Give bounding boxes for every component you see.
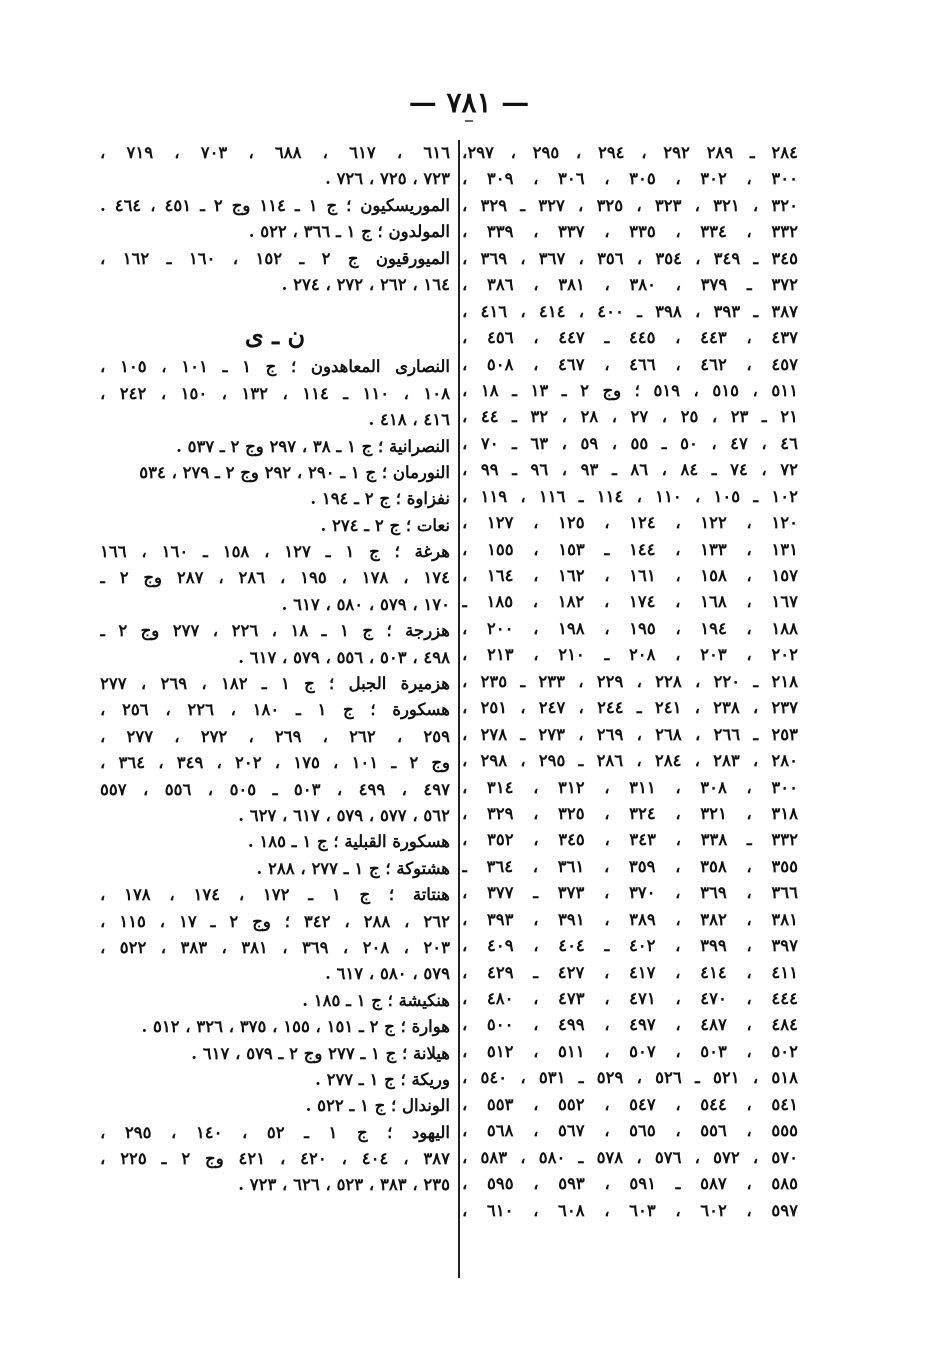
left-column-line: هشتوكة ؛ ج ١ ـ ٢٧٧ ، ٢٨٨ . [256,858,450,878]
left-column-line: هيلانة ؛ ج ١ ـ ٢٧٧ وج ٢ ـ ٥٧٩ ، ٦١٧ . [191,1043,450,1063]
left-column-line: ٢٥٩ ، ٢٦٢ ، ٢٦٩ ، ٢٧٢ ، ٢٧٧ ، [100,726,450,746]
right-column-line: ٧٢ ، ٧٤ ـ ٨٤ ، ٨٦ ـ ٩٣ ، ٩٦ ـ ٩٩ ، [462,460,798,480]
left-column [100,140,450,1199]
right-column-line: ٣١٨ ، ٣٢١ ، ٣٢٤ ، ٣٢٥ ، ٣٢٩ ، [462,803,798,823]
left-column-line: نفزاوة ؛ ج ٢ ـ ١٩٤ . [310,489,450,509]
right-column-line: ٣٥٥ ، ٣٥٨ ، ٣٥٩ ، ٣٦١ ، ٣٦٤ ـ [462,856,798,876]
right-column-line: ٤٥٧ ، ٤٦٢ ، ٤٦٦ ، ٤٦٧ ، ٥٠٨ ، [462,354,798,374]
right-column-line: ١٢٠ ، ١٢٢ ، ١٢٤ ، ١٢٥ ، ١٢٧ ، [462,513,798,533]
right-column [462,140,798,1224]
right-column-line: ٣٩٧ ، ٣٩٩ ، ٤٠٢ ـ ٤٠٤ ، ٤٠٩ ، [462,936,798,956]
left-column-line: الموريسكيون ؛ ج ١ ـ ١١٤ وج ٢ ـ ٤٥١ ، ٤٦٤ . [100,195,450,215]
right-column-line: ٥١١ ، ٥١٥ ، ٥١٩ ؛ وج ٢ ـ ١٣ ـ ١٨ ، [462,380,798,400]
right-column-line: ٣٨١ ، ٣٨٢ ، ٣٨٩ ، ٣٩١ ، ٣٩٣ ، [462,909,798,929]
right-column-line: ٤٣٧ ، ٤٤٣ ، ٤٤٥ ـ ٤٤٧ ، ٤٥٦ ، [462,328,798,348]
right-column-line: ٥٧٠ ، ٥٧٢ ، ٥٧٦ ، ٥٧٨ ـ ٥٨٠ ، ٥٨٣ ، [462,1147,798,1167]
left-column-line: الميورقيون ج ٢ ـ ١٥٢ ، ١٦٠ ـ ١٦٢ ، [100,248,450,268]
left-column-line: وج ٢ ـ ١٠١ ، ١٧٥ ، ٢٠٢ ، ٣٤٩ ، ٣٦٤ ، [100,753,450,773]
left-column-line: ٥٦٢ ، ٥٧٧ ، ٥٧٩ ، ٦١٧ ، ٦٢٧ . [238,805,450,825]
left-column-line: ٢٦٢ ، ٢٨٨ ، ٣٤٢ ؛ وج ٢ ـ ١٧ ، ١١٥ ، [100,911,450,931]
right-column-line: ٤٦ ، ٤٧ ، ٥٠ ـ ٥٥ ، ٥٩ ، ٦٣ ـ ٧٠ ، [462,433,798,453]
left-column-line: ٤١٦ ، ٤١٨ . [368,410,450,430]
left-column-line: النصارى المعاهدون ؛ ج ١ ـ ١٠١ ، ١٠٥ ، [100,357,450,377]
right-column-line: ٣٤٥ ـ ٣٤٩ ، ٣٥٤ ، ٣٥٦ ، ٣٦٧ ، ٣٦٩ ، [462,248,798,268]
right-column-line: ٢١٨ ـ ٢٢٠ ، ٢٢٨ ، ٢٢٩ ، ٢٣٣ ـ ٢٣٥ ، [462,671,798,691]
right-column-line: ٥٥٥ ، ٥٥٦ ، ٥٦٥ ، ٥٦٧ ، ٥٦٨ ، [462,1121,798,1141]
right-column-line: ٥٨٥ ، ٥٨٧ ـ ٥٩١ ، ٥٩٣ ، ٥٩٥ ، [462,1174,798,1194]
column-divider [458,140,460,1278]
right-column-line: ٣٣٢ ، ٣٣٤ ، ٣٣٥ ، ٣٣٧ ، ٣٣٩ ، [462,222,798,242]
left-column-line: ٦١٦ ، ٦١٧ ، ٦٨٨ ، ٧٠٣ ، ٧١٩ ، [100,143,450,162]
right-column-line: ٣٦٦ ، ٣٦٩ ، ٣٧٠ ، ٣٧٣ ـ ٣٧٧ ، [462,883,798,903]
right-column-line: ٢٣٧ ، ٢٣٨ ، ٢٤١ ـ ٢٤٤ ، ٢٤٧ ، ٢٥١ ، [462,698,798,718]
right-column-line: ٢٨٠ ، ٢٨٣ ، ٢٨٤ ، ٢٨٦ ـ ٢٩٥ ، ٢٩٨ ، [462,751,798,771]
right-column-line: ٢٨٤ ـ ٢٨٩ ٢٩٢ ، ٢٩٤ ، ٢٩٥ ، ٢٩٧، [462,143,798,162]
left-column-line: هوارة ؛ ج ٢ ـ ١٥١ ، ١٥٥ ، ٣٧٥ ، ٣٢٦ ، ٥١٢ . [141,1017,450,1037]
page-number: — ٧٨١ — [408,86,530,119]
right-column-line: ٥١٨ ، ٥٢١ ـ ٥٢٦ ، ٥٢٩ ـ ٥٣١ ، ٥٤٠ ، [462,1068,798,1088]
right-column-line: ٢٠٢ ، ٢٠٣ ، ٢٠٨ ـ ٢١٠ ، ٢١٣ ، [462,645,798,665]
left-column-line: المولدون ؛ ج ١ ـ ٣٦٦ ، ٥٢٢ . [248,222,450,242]
left-column-line: ٥٧٩ ، ٥٨٠ ، ٦١٧ . [325,964,450,984]
left-column-line: ١٦٤ ، ٢٦٢ ، ٢٧٢ ، ٢٧٤ . [281,274,450,294]
left-column-line: الوندال ؛ ج ١ ـ ٥٢٢ . [305,1096,450,1116]
left-column-line: هنكيشة ؛ ج ١ ـ ١٨٥ . [302,990,450,1010]
right-column-line: ١٠٢ ـ ١٠٥ ، ١١٠ ، ١١٤ ـ ١١٦ ، ١١٩ ، [462,486,798,506]
right-column-line: ٤٤٤ ، ٤٧٠ ، ٤٧١ ، ٤٧٣ ، ٤٨٠ ، [462,989,798,1008]
right-column-line: ٣٣٢ ـ ٣٣٨ ، ٣٤٣ ، ٣٤٥ ، ٣٥٢ ، [462,830,798,850]
right-column-line: ٤٨٤ ، ٤٨٧ ، ٤٩٧ ، ٤٩٩ ، ٥٠٠ ، [462,1015,798,1035]
right-column-line: ١٦٧ ، ١٦٨ ، ١٧٤ ، ١٨٢ ، ١٨٥ ـ [462,592,798,612]
right-column-line: ٣٧٢ ـ ٣٧٩ ، ٣٨٠ ، ٣٨١ ، ٣٨٦ ، [462,275,798,295]
right-column-line: ٣٨٧ ـ ٣٩٣ ، ٣٩٨ ـ ٤٠٠ ، ٤١٤ ، ٤١٦ ، [462,301,798,321]
left-column-line: النصرانية ؛ ج ١ ـ ٣٨ ، ٢٩٧ وج ٢ ـ ٥٣٧ . [176,436,450,456]
header-tick [465,120,473,122]
right-column-line: ١٥٧ ، ١٥٨ ، ١٦١ ، ١٦٢ ، ١٦٤ ، [462,566,798,585]
left-column-line: هزميرة الجبل ؛ ج ١ ـ ١٨٢ ، ٢٦٩ ، ٢٧٧ [100,674,450,694]
left-column-line: ٢٣٥ ، ٣٨٣ ، ٥٢٣ ، ٦٢٦ ، ٧٢٣ . [238,1175,450,1195]
left-column-line: نعات ؛ ج ٢ ـ ٢٧٤ . [320,515,450,535]
left-column-line: اليهود ؛ ج ١ ـ ٥٢ ، ١٤٠ ، ٢٩٥ ، [100,1122,450,1142]
right-column-line: ٤١١ ، ٤١٤ ، ٤١٧ ، ٤٢٧ ـ ٤٢٩ ، [462,962,798,982]
left-column-line: هسكورة القبلية ؛ ج ١ ـ ١٨٥ . [247,832,450,852]
left-column-line: ١٧٤ ، ١٧٨ ، ١٩٥ ، ٢٨٦ ، ٢٨٧ وج ٢ ـ [100,568,450,588]
right-column-line: ٣٢٠ ، ٣٢١ ، ٣٢٣ ، ٣٢٥ ، ٣٢٧ ـ ٣٢٩ ، [462,195,798,215]
left-column-line: ١٧٠ ، ٥٧٩ ، ٥٨٠ ، ٦١٧ . [281,594,450,614]
right-column-line: ٣٠٠ ، ٣٠٨ ، ٣١١ ، ٣١٢ ، ٣١٤ ، [462,777,798,797]
left-column-line: ٣٨٧ ، ٤٠٤ ، ٤٢٠ ، ٤٢١ وج ٢ ـ ٢٢٥ ، [100,1149,450,1169]
left-column-line: ٢٠٣ ، ٢٠٨ ، ٣٦٩ ، ٣٨١ ، ٣٨٣ ، ٥٢٢ ، [100,937,450,957]
right-column-line: ٢٥٣ ـ ٢٦٦ ، ٢٦٨ ، ٢٦٩ ، ٢٧٣ ـ ٢٧٨ ، [462,724,798,744]
right-column-line: ٥٤١ ، ٥٤٤ ، ٥٤٧ ، ٥٥٢ ، ٥٥٣ ، [462,1094,798,1114]
right-column-line: ٥٩٧ ، ٦٠٢ ، ٦٠٣ ، ٦٠٨ ، ٦١٠ ، [462,1200,798,1220]
section-heading: ن ـ ى [244,321,306,351]
right-column-line: ١٨٨ ، ١٩٤ ، ١٩٥ ، ١٩٨ ، ٢٠٠ ، [462,618,798,638]
left-column-line: ٤٩٧ ، ٤٩٩ ، ٥٠٣ ـ ٥٠٥ ، ٥٥٦ ، ٥٥٧ [100,779,450,799]
right-column-line: ٢١ ـ ٢٣ ، ٢٥ ، ٢٧ ، ٢٨ ، ٣٢ ـ ٤٤ ، [462,407,798,427]
left-column-line: هرغة ؛ ج ١ ـ ١٢٧ ، ١٥٨ ـ ١٦٠ ، ١٦٦ [100,542,450,562]
left-column-line: ١٠٨ ، ١١٠ ـ ١١٤ ، ١٣٢ ، ١٥٠ ، ٢٤٢ ، [100,383,450,403]
left-column-line: هسكورة ؛ ج ١ ـ ١٨٠ ، ٢٢٦ ، ٢٥٦ ، [100,700,450,720]
right-column-line: ٣٠٠ ، ٣٠٢ ، ٣٠٥ ، ٣٠٦ ، ٣٠٩ ، [462,169,798,189]
right-column-line: ١٣١ ، ١٣٣ ، ١٤٤ ـ ١٥٣ ، ١٥٥ ، [462,539,798,559]
right-column-line: ٥٠٢ ، ٥٠٣ ، ٥٠٧ ، ٥١١ ، ٥١٢ ، [462,1041,798,1061]
left-column-line: النورمان ؛ ج ١ ـ ٢٩٠ ، ٢٩٢ وج ٢ ـ ٢٧٩ ، ٥٣٤ [139,462,450,482]
left-column-line: ٤٩٨ ، ٥٠٣ ، ٥٥٦ ، ٥٧٩ ، ٦١٧ . [238,647,450,667]
left-column-line: هنتاتة ؛ ج ١ ـ ١٧٢ ، ١٧٤ ، ١٧٨ ، [100,885,450,905]
left-column-line: ٧٢٣ ، ٧٢٥ ، ٧٢٦ . [325,169,450,189]
left-column-line: هزرجة ؛ ج ١ ـ ١٨ ، ٢٢٦ ، ٢٧٧ وج ٢ ـ [100,621,450,641]
left-column-line: وريكة ؛ ج ١ ـ ٢٧٧ . [315,1069,450,1089]
